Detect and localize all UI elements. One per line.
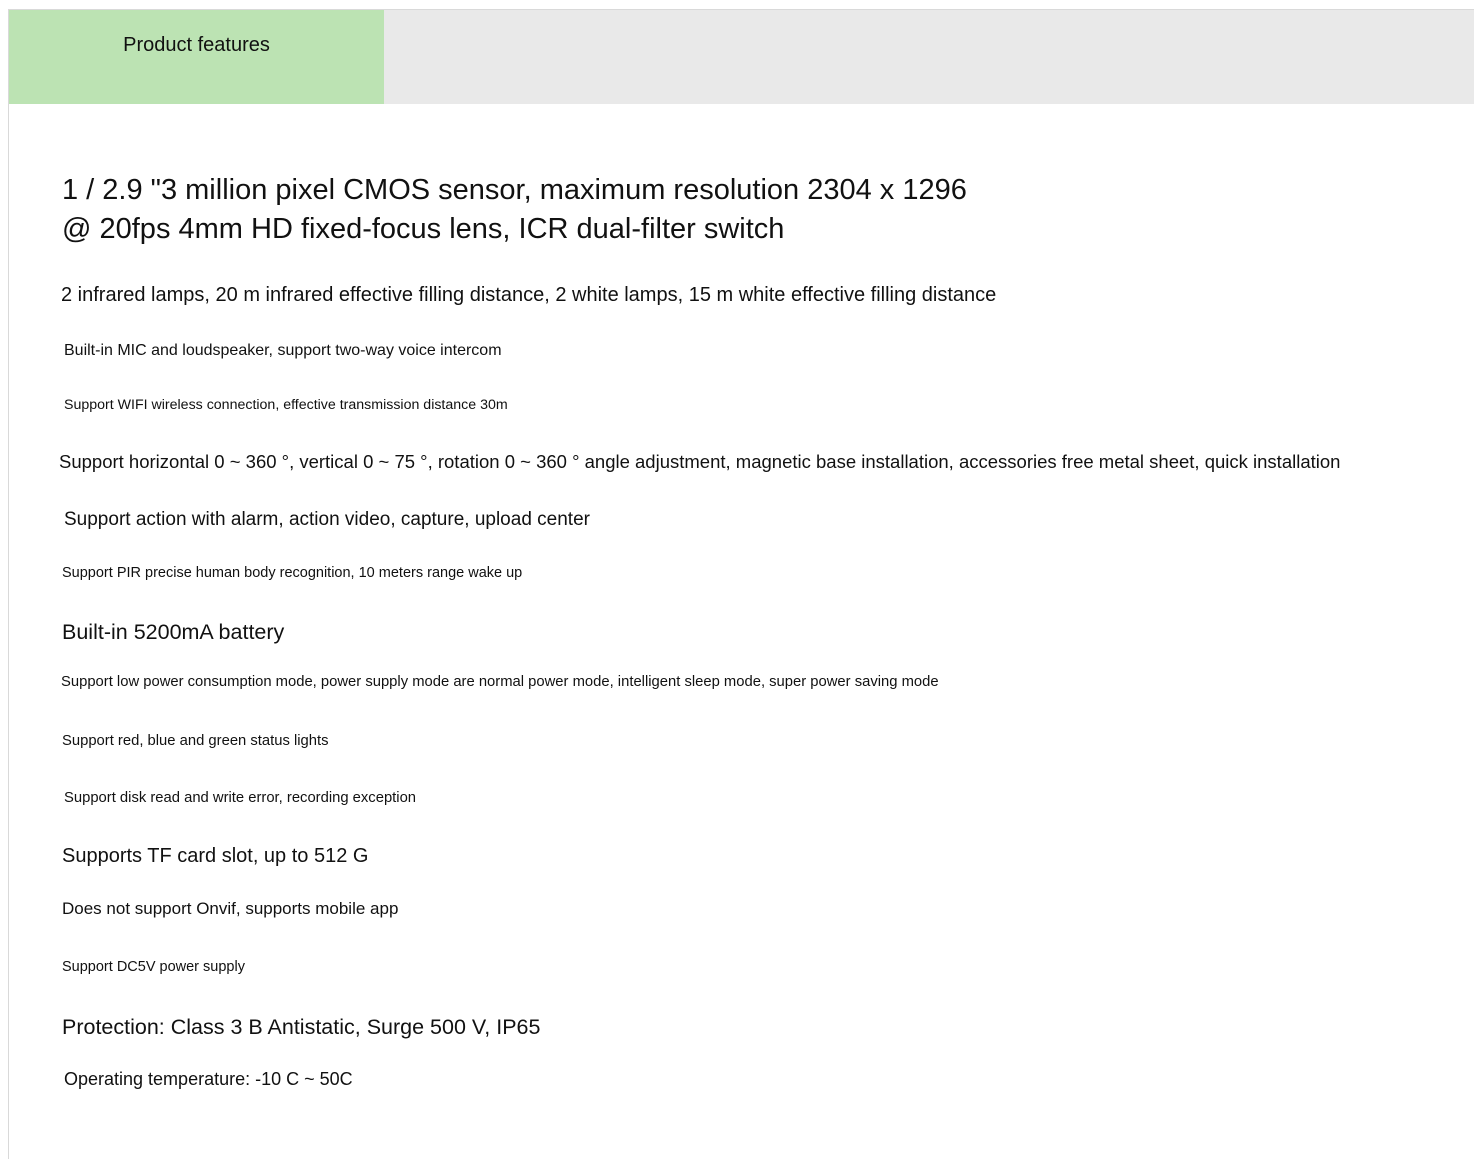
tab-bar bbox=[9, 10, 1474, 104]
feature-alarm-action: Support action with alarm, action video, capture, upload center bbox=[64, 509, 590, 530]
feature-lens-line: @ 20fps 4mm HD fixed-focus lens, ICR dual-filter switch bbox=[62, 213, 785, 245]
feature-pir: Support PIR precise human body recognition, 10 meters range wake up bbox=[62, 565, 523, 581]
feature-power-supply: Support DC5V power supply bbox=[62, 959, 245, 975]
feature-disk-error: Support disk read and write error, recording exception bbox=[64, 790, 417, 806]
feature-angle-adjustment: Support horizontal 0 ~ 360 °, vertical 0 ~ 75 °, rotation 0 ~ 360 ° angle adjustment, magnetic base installation, accessories free metal sheet, quick installation bbox=[59, 451, 1341, 472]
feature-sensor-line: 1 / 2.9 "3 million pixel CMOS sensor, maximum resolution 2304 x 1296 bbox=[62, 174, 967, 206]
feature-operating-temperature: Operating temperature: -10 C ~ 50C bbox=[64, 1069, 353, 1089]
feature-sensor-lens bbox=[62, 171, 967, 249]
feature-lamps: 2 infrared lamps, 20 m infrared effective filling distance, 2 white lamps, 15 m white effective filling distance bbox=[61, 284, 997, 306]
feature-power-modes: Support low power consumption mode, power supply mode are normal power mode, intelligent sleep mode, super power saving mode bbox=[61, 674, 939, 690]
tab-product-features[interactable]: Product features bbox=[9, 10, 384, 104]
feature-mic-speaker: Built-in MIC and loudspeaker, support two-way voice intercom bbox=[64, 342, 502, 359]
feature-status-lights: Support red, blue and green status lights bbox=[62, 733, 329, 749]
feature-protection: Protection: Class 3 B Antistatic, Surge 500 V, IP65 bbox=[62, 1015, 541, 1039]
feature-tf-card: Supports TF card slot, up to 512 G bbox=[62, 845, 369, 867]
feature-onvif: Does not support Onvif, supports mobile app bbox=[62, 899, 399, 918]
feature-battery: Built-in 5200mA battery bbox=[62, 620, 285, 644]
feature-wifi: Support WIFI wireless connection, effective transmission distance 30m bbox=[64, 397, 508, 413]
